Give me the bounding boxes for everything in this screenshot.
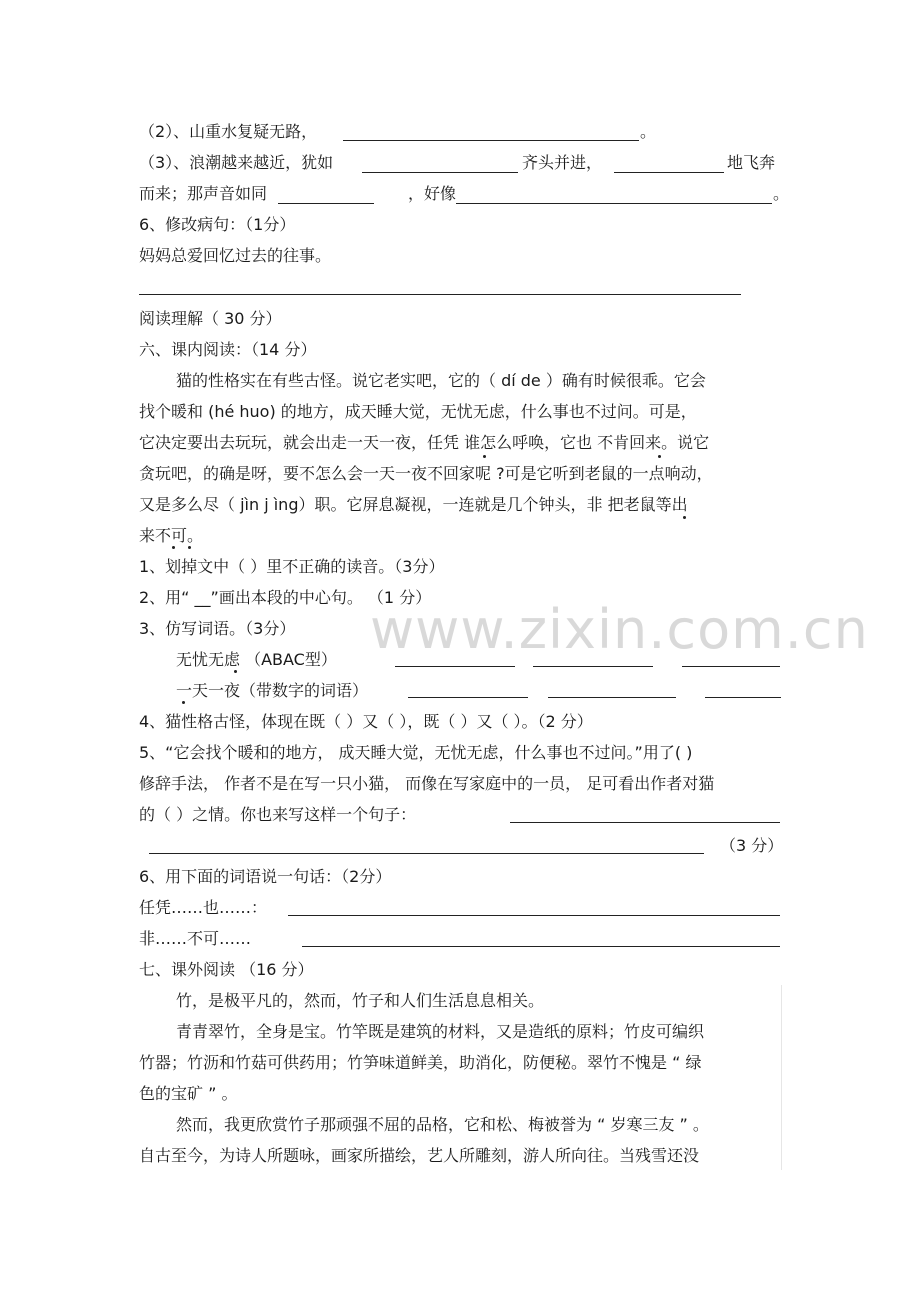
passage-line-6: 来不可。	[139, 526, 204, 545]
emphasis-dot	[188, 546, 191, 549]
passage-line-1: 猫的性格实在有些古怪。说它老实吧，它的（ dí de ）确有时候很乖。它会	[176, 371, 706, 390]
q3-text-b: 齐头并进，	[522, 153, 603, 172]
item-3b-blank-1[interactable]	[408, 697, 528, 698]
item-4: 4、猫性格古怪，体现在既（ ）又（ ），既（ ）又（ ）。（2 分）	[139, 712, 593, 731]
passage-border	[781, 985, 782, 1170]
emphasis-dot	[658, 455, 661, 458]
q3-text-d: 而来；那声音如同	[139, 184, 268, 203]
q3-blank-1[interactable]	[362, 172, 518, 173]
q2-text: （2）、山重水复疑无路，	[139, 122, 318, 141]
reading-title: 阅读理解（ 30 分）	[139, 309, 282, 328]
section7-title: 七、课外阅读 （16 分）	[139, 960, 314, 979]
item-3b-blank-2[interactable]	[548, 697, 676, 698]
item-6a: 任凭……也……：	[139, 898, 268, 917]
essay-line-1: 竹，是极平凡的，然而，竹子和人们生活息息相关。	[176, 991, 545, 1010]
q3-text-e: ，好像	[408, 184, 457, 203]
item-3: 3、仿写词语。（3分）	[139, 619, 296, 638]
section6-title: 六、课内阅读：（14 分）	[139, 340, 317, 359]
item-6b: 非……不可……	[139, 929, 252, 948]
item-5-line-2: 修辞手法， 作者不是在写一只小猫， 而像在写家庭中的一员， 足可看出作者对猫	[139, 774, 715, 793]
passage-line-4: 贪玩吧，的确是呀，要不怎么会一天一夜不回家呢 ?可是它听到老鼠的一点响动，	[139, 464, 713, 483]
essay-line-4: 色的宝矿 ” 。	[139, 1084, 238, 1103]
essay-line-2: 青青翠竹，全身是宝。竹竿既是建筑的材料，又是造纸的原料；竹皮可编织	[176, 1022, 705, 1041]
essay-line-6: 自古至今，为诗人所题咏，画家所描绘，艺人所雕刻，游人所向往。当残雪还没	[139, 1146, 700, 1165]
q3-text: （3）、浪潮越来越近，犹如	[139, 153, 334, 172]
item-3b: 一天一夜（带数字的词语）	[176, 681, 369, 700]
passage-line-3: 它决定要出去玩玩，就会出走一天一夜，任凭 谁怎么呼唤，它也 不肯回来。说它	[139, 433, 710, 452]
emphasis-dot	[172, 546, 175, 549]
item-6a-blank[interactable]	[288, 915, 780, 916]
item-6: 6、用下面的词语说一句话：（2分）	[139, 867, 392, 886]
essay-line-5: 然而，我更欣赏竹子那顽强不屈的品格，它和松、梅被誉为 “ 岁寒三友 ” 。	[176, 1115, 709, 1134]
q3-blank-3[interactable]	[278, 203, 374, 204]
item-3a-blank-3[interactable]	[682, 666, 780, 667]
emphasis-dot	[234, 670, 237, 673]
q6-sentence: 妈妈总爱回忆过去的往事。	[139, 246, 332, 265]
item-3a: 无忧无虑 （ABAC型）	[176, 650, 337, 669]
q3-text-c: 地飞奔	[727, 153, 776, 172]
q3-end: 。	[773, 184, 790, 203]
item-3a-blank-1[interactable]	[395, 666, 515, 667]
emphasis-dot	[683, 516, 686, 519]
passage-line-5: 又是多么尽（ jìn j ìng）职。它屏息凝视，一连就是几个钟头，非 把老鼠等出	[139, 495, 688, 514]
item-1: 1、划掉文中（ ）里不正确的读音。（3分）	[139, 557, 445, 576]
item-5-blank-1[interactable]	[510, 822, 780, 823]
passage-line-2: 找个暖和 (hé huo) 的地方，成天睡大觉，无忧无虑，什么事也不过问。可是，	[139, 402, 697, 421]
q3-blank-2[interactable]	[614, 172, 724, 173]
q6-title: 6、修改病句：（1分）	[139, 215, 296, 234]
item-5-score: （3 分）	[720, 836, 784, 855]
q2-blank[interactable]	[343, 140, 639, 141]
item-2: 2、用“ __”画出本段的中心句。 （1 分）	[139, 588, 432, 607]
item-5-line-1: 5、“它会找个暖和的地方， 成天睡大觉，无忧无虑，什么事也不过问。”用了( )	[139, 743, 693, 762]
watermark: www.zixin.com.cn	[370, 598, 869, 661]
item-5-blank-2[interactable]	[149, 853, 704, 854]
q3-blank-4[interactable]	[456, 203, 772, 204]
q2-end: 。	[640, 122, 657, 141]
q6-answer-line[interactable]	[139, 294, 741, 295]
emphasis-dot	[182, 701, 185, 704]
item-3a-blank-2[interactable]	[533, 666, 653, 667]
item-6b-blank[interactable]	[302, 946, 780, 947]
emphasis-dot	[483, 455, 486, 458]
item-3b-blank-3[interactable]	[705, 697, 781, 698]
essay-line-3: 竹器；竹沥和竹菇可供药用；竹笋味道鲜美，助消化，防便秘。翠竹不愧是 “ 绿	[139, 1053, 702, 1072]
item-5-line-3: 的（ ）之情。你也来写这样一个句子：	[139, 805, 417, 824]
